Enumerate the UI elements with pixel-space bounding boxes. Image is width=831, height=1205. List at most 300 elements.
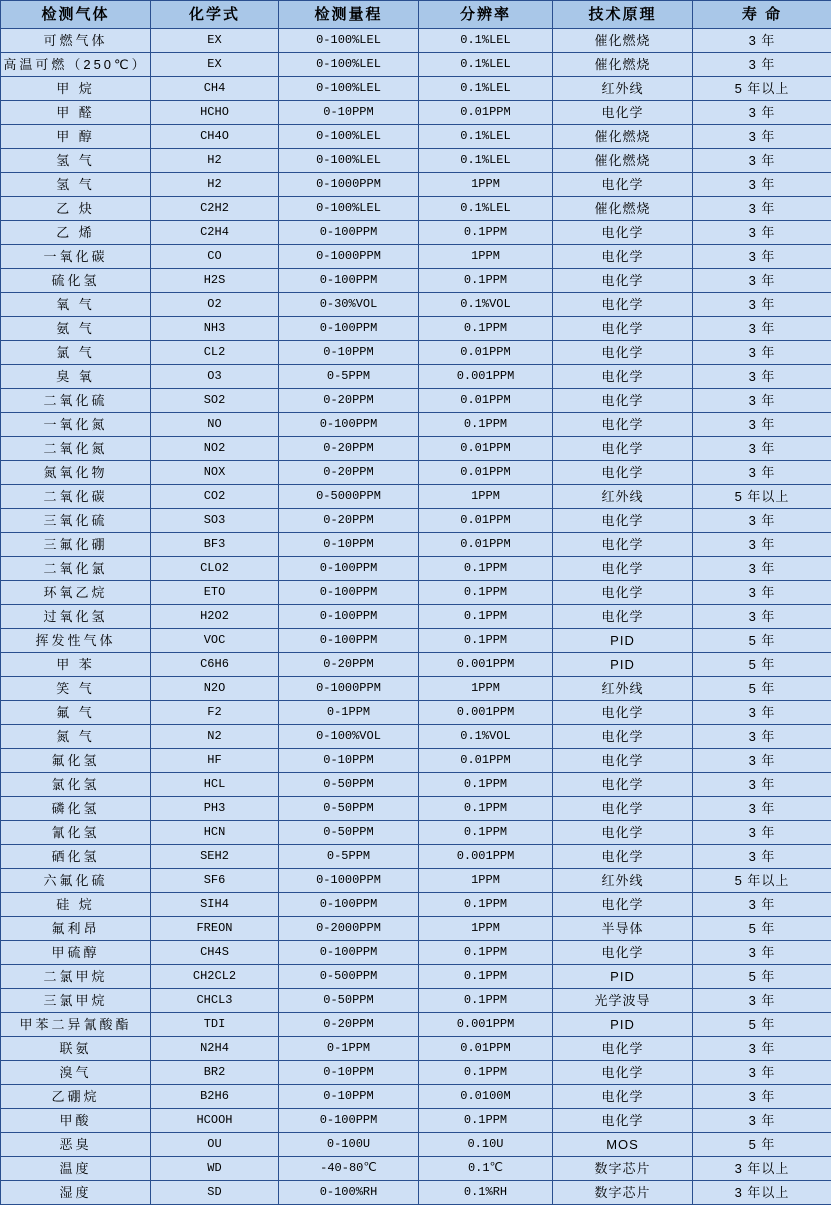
table-row bbox=[1, 173, 831, 197]
cell-principle: PID bbox=[553, 965, 693, 989]
cell-formula: EX bbox=[151, 53, 279, 77]
cell-gas: 二氧化氯 bbox=[1, 557, 151, 581]
cell-lifetime: 3 年 bbox=[693, 845, 831, 869]
cell-principle: 电化学 bbox=[553, 365, 693, 389]
cell-gas: 甲 醇 bbox=[1, 125, 151, 149]
cell-lifetime: 3 年 bbox=[693, 725, 831, 749]
cell-formula: OU bbox=[151, 1133, 279, 1157]
cell-formula: N2 bbox=[151, 725, 279, 749]
table-row bbox=[1, 245, 831, 269]
cell-principle: 电化学 bbox=[553, 245, 693, 269]
cell-range: 0-20PPM bbox=[279, 1013, 419, 1037]
cell-formula: HCL bbox=[151, 773, 279, 797]
cell-formula: VOC bbox=[151, 629, 279, 653]
cell-range: -40-80℃ bbox=[279, 1157, 419, 1181]
cell-resolution: 0.01PPM bbox=[419, 749, 553, 773]
table-row bbox=[1, 917, 831, 941]
cell-formula: NH3 bbox=[151, 317, 279, 341]
cell-lifetime: 3 年 bbox=[693, 29, 831, 53]
table-row bbox=[1, 581, 831, 605]
cell-principle: 电化学 bbox=[553, 389, 693, 413]
cell-resolution: 0.01PPM bbox=[419, 509, 553, 533]
cell-gas: 湿度 bbox=[1, 1181, 151, 1205]
cell-gas: 六氟化硫 bbox=[1, 869, 151, 893]
cell-principle: 电化学 bbox=[553, 1037, 693, 1061]
cell-lifetime: 3 年 bbox=[693, 317, 831, 341]
table-row bbox=[1, 653, 831, 677]
cell-gas: 高温可燃（250℃） bbox=[1, 53, 151, 77]
table-row bbox=[1, 29, 831, 53]
cell-gas: 氟 气 bbox=[1, 701, 151, 725]
cell-resolution: 0.1PPM bbox=[419, 413, 553, 437]
cell-resolution: 0.1PPM bbox=[419, 821, 553, 845]
cell-principle: 电化学 bbox=[553, 509, 693, 533]
table-row bbox=[1, 677, 831, 701]
cell-lifetime: 3 年以上 bbox=[693, 1157, 831, 1181]
cell-formula: CO bbox=[151, 245, 279, 269]
cell-principle: 电化学 bbox=[553, 821, 693, 845]
cell-formula: SF6 bbox=[151, 869, 279, 893]
cell-principle: 电化学 bbox=[553, 845, 693, 869]
cell-principle: 催化燃烧 bbox=[553, 197, 693, 221]
cell-formula: SIH4 bbox=[151, 893, 279, 917]
cell-resolution: 0.01PPM bbox=[419, 461, 553, 485]
column-header-range: 检测量程 bbox=[279, 1, 419, 29]
cell-lifetime: 3 年 bbox=[693, 365, 831, 389]
cell-gas: 甲 烷 bbox=[1, 77, 151, 101]
cell-lifetime: 3 年 bbox=[693, 197, 831, 221]
cell-gas: 三氟化硼 bbox=[1, 533, 151, 557]
cell-principle: 电化学 bbox=[553, 437, 693, 461]
cell-resolution: 0.1PPM bbox=[419, 269, 553, 293]
cell-range: 0-100%LEL bbox=[279, 125, 419, 149]
cell-formula: TDI bbox=[151, 1013, 279, 1037]
cell-lifetime: 5 年 bbox=[693, 1133, 831, 1157]
table-row bbox=[1, 461, 831, 485]
cell-gas: 笑 气 bbox=[1, 677, 151, 701]
cell-gas: 可燃气体 bbox=[1, 29, 151, 53]
cell-formula: HCOOH bbox=[151, 1109, 279, 1133]
cell-lifetime: 5 年 bbox=[693, 965, 831, 989]
cell-lifetime: 3 年 bbox=[693, 149, 831, 173]
cell-resolution: 0.1%LEL bbox=[419, 125, 553, 149]
column-header-resolution: 分辨率 bbox=[419, 1, 553, 29]
cell-resolution: 0.1PPM bbox=[419, 1109, 553, 1133]
cell-gas: 一氧化氮 bbox=[1, 413, 151, 437]
table-row bbox=[1, 125, 831, 149]
cell-lifetime: 3 年 bbox=[693, 293, 831, 317]
cell-formula: ETO bbox=[151, 581, 279, 605]
cell-lifetime: 3 年 bbox=[693, 797, 831, 821]
cell-lifetime: 3 年 bbox=[693, 1037, 831, 1061]
cell-range: 0-2000PPM bbox=[279, 917, 419, 941]
cell-lifetime: 3 年 bbox=[693, 245, 831, 269]
table-row bbox=[1, 77, 831, 101]
table-row bbox=[1, 725, 831, 749]
table-row bbox=[1, 509, 831, 533]
column-header-principle: 技术原理 bbox=[553, 1, 693, 29]
cell-gas: 温度 bbox=[1, 1157, 151, 1181]
cell-resolution: 0.1PPM bbox=[419, 221, 553, 245]
cell-principle: 电化学 bbox=[553, 797, 693, 821]
table-row bbox=[1, 221, 831, 245]
cell-range: 0-5PPM bbox=[279, 365, 419, 389]
cell-range: 0-10PPM bbox=[279, 1061, 419, 1085]
cell-resolution: 0.1%LEL bbox=[419, 197, 553, 221]
table-row bbox=[1, 701, 831, 725]
cell-range: 0-50PPM bbox=[279, 821, 419, 845]
cell-range: 0-10PPM bbox=[279, 341, 419, 365]
table-row bbox=[1, 1013, 831, 1037]
cell-range: 0-1000PPM bbox=[279, 173, 419, 197]
cell-resolution: 1PPM bbox=[419, 917, 553, 941]
table-row bbox=[1, 389, 831, 413]
cell-gas: 三氧化硫 bbox=[1, 509, 151, 533]
table-row bbox=[1, 413, 831, 437]
cell-gas: 二氧化硫 bbox=[1, 389, 151, 413]
cell-principle: 电化学 bbox=[553, 413, 693, 437]
cell-principle: 数字芯片 bbox=[553, 1157, 693, 1181]
cell-lifetime: 3 年 bbox=[693, 581, 831, 605]
cell-principle: 电化学 bbox=[553, 1061, 693, 1085]
cell-range: 0-100PPM bbox=[279, 941, 419, 965]
cell-principle: 电化学 bbox=[553, 605, 693, 629]
cell-formula: HCHO bbox=[151, 101, 279, 125]
cell-formula: B2H6 bbox=[151, 1085, 279, 1109]
cell-resolution: 1PPM bbox=[419, 173, 553, 197]
cell-resolution: 0.001PPM bbox=[419, 653, 553, 677]
cell-principle: 电化学 bbox=[553, 1085, 693, 1109]
cell-formula: SD bbox=[151, 1181, 279, 1205]
table-row bbox=[1, 773, 831, 797]
cell-gas: 氰化氢 bbox=[1, 821, 151, 845]
table-row bbox=[1, 197, 831, 221]
cell-lifetime: 3 年 bbox=[693, 389, 831, 413]
cell-formula: C6H6 bbox=[151, 653, 279, 677]
cell-lifetime: 5 年 bbox=[693, 653, 831, 677]
cell-principle: 电化学 bbox=[553, 557, 693, 581]
table-row bbox=[1, 989, 831, 1013]
cell-gas: 甲 醛 bbox=[1, 101, 151, 125]
table-row bbox=[1, 101, 831, 125]
cell-resolution: 0.1PPM bbox=[419, 989, 553, 1013]
cell-formula: C2H4 bbox=[151, 221, 279, 245]
cell-resolution: 0.1PPM bbox=[419, 941, 553, 965]
cell-gas: 过氧化氢 bbox=[1, 605, 151, 629]
cell-formula: N2O bbox=[151, 677, 279, 701]
cell-range: 0-100PPM bbox=[279, 581, 419, 605]
cell-resolution: 0.01PPM bbox=[419, 389, 553, 413]
cell-resolution: 0.1PPM bbox=[419, 797, 553, 821]
cell-resolution: 0.1%RH bbox=[419, 1181, 553, 1205]
cell-principle: 催化燃烧 bbox=[553, 53, 693, 77]
cell-resolution: 1PPM bbox=[419, 869, 553, 893]
cell-principle: 电化学 bbox=[553, 341, 693, 365]
cell-formula: C2H2 bbox=[151, 197, 279, 221]
cell-resolution: 0.1PPM bbox=[419, 581, 553, 605]
cell-formula: FREON bbox=[151, 917, 279, 941]
cell-lifetime: 3 年 bbox=[693, 509, 831, 533]
cell-gas: 二氧化碳 bbox=[1, 485, 151, 509]
cell-lifetime: 5 年以上 bbox=[693, 869, 831, 893]
cell-principle: 电化学 bbox=[553, 173, 693, 197]
cell-principle: 电化学 bbox=[553, 893, 693, 917]
cell-range: 0-100PPM bbox=[279, 221, 419, 245]
cell-formula: N2H4 bbox=[151, 1037, 279, 1061]
table-row bbox=[1, 605, 831, 629]
cell-formula: H2O2 bbox=[151, 605, 279, 629]
cell-gas: 甲 苯 bbox=[1, 653, 151, 677]
cell-lifetime: 3 年 bbox=[693, 557, 831, 581]
cell-formula: SO2 bbox=[151, 389, 279, 413]
cell-principle: 光学波导 bbox=[553, 989, 693, 1013]
table-row bbox=[1, 893, 831, 917]
cell-lifetime: 5 年 bbox=[693, 1013, 831, 1037]
cell-principle: 电化学 bbox=[553, 461, 693, 485]
cell-formula: HCN bbox=[151, 821, 279, 845]
table-row bbox=[1, 437, 831, 461]
cell-lifetime: 3 年 bbox=[693, 605, 831, 629]
table-row bbox=[1, 149, 831, 173]
cell-range: 0-20PPM bbox=[279, 461, 419, 485]
table-header-row bbox=[1, 1, 831, 29]
cell-lifetime: 3 年 bbox=[693, 1109, 831, 1133]
cell-principle: 电化学 bbox=[553, 1109, 693, 1133]
cell-formula: BR2 bbox=[151, 1061, 279, 1085]
cell-resolution: 0.1%VOL bbox=[419, 293, 553, 317]
cell-lifetime: 3 年 bbox=[693, 221, 831, 245]
cell-lifetime: 3 年 bbox=[693, 461, 831, 485]
cell-formula: PH3 bbox=[151, 797, 279, 821]
table-row bbox=[1, 533, 831, 557]
cell-range: 0-50PPM bbox=[279, 989, 419, 1013]
cell-principle: 电化学 bbox=[553, 941, 693, 965]
cell-gas: 甲酸 bbox=[1, 1109, 151, 1133]
cell-range: 0-20PPM bbox=[279, 389, 419, 413]
table-row bbox=[1, 749, 831, 773]
cell-formula: CL2 bbox=[151, 341, 279, 365]
cell-lifetime: 3 年 bbox=[693, 1061, 831, 1085]
cell-gas: 挥发性气体 bbox=[1, 629, 151, 653]
cell-range: 0-100PPM bbox=[279, 1109, 419, 1133]
cell-resolution: 0.001PPM bbox=[419, 845, 553, 869]
cell-formula: SEH2 bbox=[151, 845, 279, 869]
cell-formula: H2 bbox=[151, 173, 279, 197]
cell-range: 0-10PPM bbox=[279, 101, 419, 125]
cell-principle: 电化学 bbox=[553, 293, 693, 317]
cell-range: 0-20PPM bbox=[279, 653, 419, 677]
cell-range: 0-100%RH bbox=[279, 1181, 419, 1205]
table-row bbox=[1, 629, 831, 653]
cell-range: 0-100%LEL bbox=[279, 29, 419, 53]
cell-principle: PID bbox=[553, 653, 693, 677]
cell-lifetime: 3 年 bbox=[693, 893, 831, 917]
cell-range: 0-50PPM bbox=[279, 797, 419, 821]
cell-principle: 电化学 bbox=[553, 269, 693, 293]
cell-resolution: 0.001PPM bbox=[419, 365, 553, 389]
table-row bbox=[1, 1085, 831, 1109]
cell-formula: SO3 bbox=[151, 509, 279, 533]
cell-gas: 环氧乙烷 bbox=[1, 581, 151, 605]
cell-lifetime: 3 年 bbox=[693, 989, 831, 1013]
cell-principle: 催化燃烧 bbox=[553, 29, 693, 53]
cell-lifetime: 3 年 bbox=[693, 749, 831, 773]
cell-resolution: 0.1PPM bbox=[419, 557, 553, 581]
cell-gas: 二氧化氮 bbox=[1, 437, 151, 461]
cell-resolution: 0.01PPM bbox=[419, 1037, 553, 1061]
cell-range: 0-30%VOL bbox=[279, 293, 419, 317]
cell-gas: 乙硼烷 bbox=[1, 1085, 151, 1109]
cell-principle: 电化学 bbox=[553, 533, 693, 557]
cell-range: 0-100%LEL bbox=[279, 77, 419, 101]
cell-formula: CHCL3 bbox=[151, 989, 279, 1013]
cell-lifetime: 5 年以上 bbox=[693, 485, 831, 509]
table-row bbox=[1, 1157, 831, 1181]
cell-range: 0-10PPM bbox=[279, 1085, 419, 1109]
cell-resolution: 0.10U bbox=[419, 1133, 553, 1157]
cell-lifetime: 3 年 bbox=[693, 437, 831, 461]
table-row bbox=[1, 557, 831, 581]
cell-lifetime: 3 年 bbox=[693, 341, 831, 365]
cell-resolution: 0.1PPM bbox=[419, 893, 553, 917]
cell-resolution: 0.1%VOL bbox=[419, 725, 553, 749]
cell-principle: 电化学 bbox=[553, 581, 693, 605]
cell-principle: 电化学 bbox=[553, 701, 693, 725]
cell-principle: 电化学 bbox=[553, 221, 693, 245]
cell-lifetime: 3 年 bbox=[693, 173, 831, 197]
table-row bbox=[1, 269, 831, 293]
cell-gas: 氟利昂 bbox=[1, 917, 151, 941]
cell-resolution: 0.1%LEL bbox=[419, 77, 553, 101]
cell-principle: 红外线 bbox=[553, 77, 693, 101]
cell-principle: 电化学 bbox=[553, 725, 693, 749]
cell-gas: 氟化氢 bbox=[1, 749, 151, 773]
cell-range: 0-100PPM bbox=[279, 269, 419, 293]
cell-range: 0-1000PPM bbox=[279, 869, 419, 893]
cell-principle: 催化燃烧 bbox=[553, 125, 693, 149]
cell-range: 0-500PPM bbox=[279, 965, 419, 989]
cell-principle: 电化学 bbox=[553, 773, 693, 797]
cell-formula: BF3 bbox=[151, 533, 279, 557]
cell-gas: 氮氧化物 bbox=[1, 461, 151, 485]
cell-lifetime: 3 年 bbox=[693, 773, 831, 797]
table-row bbox=[1, 797, 831, 821]
cell-gas: 乙 炔 bbox=[1, 197, 151, 221]
cell-formula: WD bbox=[151, 1157, 279, 1181]
cell-lifetime: 3 年 bbox=[693, 53, 831, 77]
cell-formula: CLO2 bbox=[151, 557, 279, 581]
cell-range: 0-100U bbox=[279, 1133, 419, 1157]
cell-principle: 数字芯片 bbox=[553, 1181, 693, 1205]
table-row bbox=[1, 53, 831, 77]
column-header-gas: 检测气体 bbox=[1, 1, 151, 29]
table-row bbox=[1, 1061, 831, 1085]
cell-lifetime: 3 年 bbox=[693, 533, 831, 557]
cell-resolution: 0.1%LEL bbox=[419, 29, 553, 53]
cell-lifetime: 5 年 bbox=[693, 917, 831, 941]
cell-range: 0-1000PPM bbox=[279, 677, 419, 701]
column-header-lifetime: 寿 命 bbox=[693, 1, 831, 29]
table-header bbox=[1, 1, 831, 29]
cell-resolution: 1PPM bbox=[419, 677, 553, 701]
cell-principle: 红外线 bbox=[553, 677, 693, 701]
cell-gas: 硫化氢 bbox=[1, 269, 151, 293]
table-body bbox=[1, 29, 831, 1205]
cell-resolution: 0.01PPM bbox=[419, 341, 553, 365]
cell-formula: O2 bbox=[151, 293, 279, 317]
cell-gas: 臭 氧 bbox=[1, 365, 151, 389]
cell-resolution: 0.1PPM bbox=[419, 317, 553, 341]
cell-principle: 电化学 bbox=[553, 749, 693, 773]
cell-formula: CH2CL2 bbox=[151, 965, 279, 989]
cell-formula: CH4O bbox=[151, 125, 279, 149]
cell-principle: 半导体 bbox=[553, 917, 693, 941]
table-row bbox=[1, 845, 831, 869]
cell-gas: 氯化氢 bbox=[1, 773, 151, 797]
cell-resolution: 0.1PPM bbox=[419, 773, 553, 797]
cell-formula: NO bbox=[151, 413, 279, 437]
cell-formula: H2S bbox=[151, 269, 279, 293]
cell-range: 0-5PPM bbox=[279, 845, 419, 869]
table-row bbox=[1, 341, 831, 365]
cell-gas: 磷化氢 bbox=[1, 797, 151, 821]
table-row bbox=[1, 1109, 831, 1133]
table-row bbox=[1, 1133, 831, 1157]
cell-lifetime: 3 年 bbox=[693, 821, 831, 845]
cell-principle: PID bbox=[553, 1013, 693, 1037]
cell-range: 0-100PPM bbox=[279, 605, 419, 629]
cell-formula: CH4 bbox=[151, 77, 279, 101]
cell-resolution: 0.0100M bbox=[419, 1085, 553, 1109]
cell-resolution: 0.1%LEL bbox=[419, 149, 553, 173]
cell-range: 0-100%LEL bbox=[279, 149, 419, 173]
cell-range: 0-1PPM bbox=[279, 1037, 419, 1061]
cell-range: 0-1PPM bbox=[279, 701, 419, 725]
cell-formula: F2 bbox=[151, 701, 279, 725]
cell-principle: 催化燃烧 bbox=[553, 149, 693, 173]
cell-formula: CH4S bbox=[151, 941, 279, 965]
cell-principle: MOS bbox=[553, 1133, 693, 1157]
cell-lifetime: 5 年以上 bbox=[693, 77, 831, 101]
cell-resolution: 0.1PPM bbox=[419, 965, 553, 989]
cell-range: 0-5000PPM bbox=[279, 485, 419, 509]
table-row bbox=[1, 941, 831, 965]
cell-gas: 硅 烷 bbox=[1, 893, 151, 917]
cell-range: 0-50PPM bbox=[279, 773, 419, 797]
cell-gas: 甲苯二异氰酸酯 bbox=[1, 1013, 151, 1037]
cell-formula: CO2 bbox=[151, 485, 279, 509]
cell-range: 0-20PPM bbox=[279, 509, 419, 533]
cell-gas: 乙 烯 bbox=[1, 221, 151, 245]
cell-formula: HF bbox=[151, 749, 279, 773]
cell-resolution: 0.1PPM bbox=[419, 629, 553, 653]
cell-resolution: 0.001PPM bbox=[419, 701, 553, 725]
table-row bbox=[1, 485, 831, 509]
cell-lifetime: 5 年 bbox=[693, 677, 831, 701]
cell-resolution: 0.001PPM bbox=[419, 1013, 553, 1037]
cell-lifetime: 3 年 bbox=[693, 701, 831, 725]
table-row bbox=[1, 1037, 831, 1061]
cell-range: 0-100%LEL bbox=[279, 53, 419, 77]
cell-range: 0-100PPM bbox=[279, 317, 419, 341]
cell-principle: 红外线 bbox=[553, 869, 693, 893]
cell-lifetime: 3 年 bbox=[693, 413, 831, 437]
cell-principle: 电化学 bbox=[553, 317, 693, 341]
table-row bbox=[1, 317, 831, 341]
cell-formula: EX bbox=[151, 29, 279, 53]
column-header-formula: 化学式 bbox=[151, 1, 279, 29]
cell-gas: 氨 气 bbox=[1, 317, 151, 341]
